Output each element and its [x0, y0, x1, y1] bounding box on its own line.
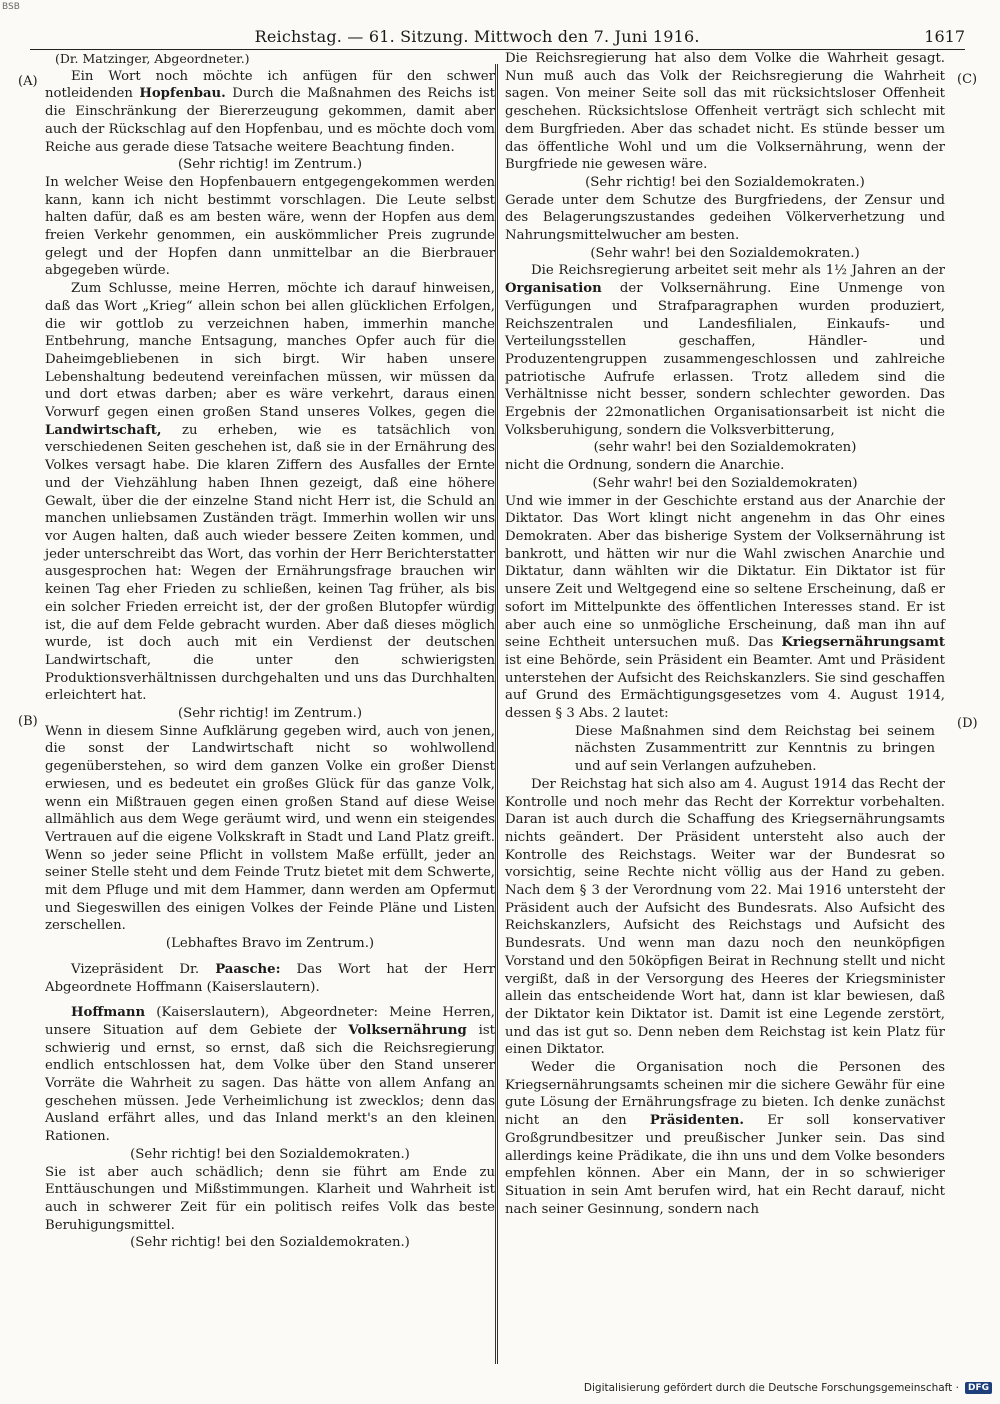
paragraph: Sie ist aber auch schädlich; denn sie führt am Ende zu Enttäuschungen und Mißstimmungen. Klarheit und Wahrheit ist auch in schwerer Zeit für ein politisch reifes Volk das beste Beruhigungsmittel. — [45, 1164, 495, 1233]
paragraph: Die Reichsregierung hat also dem Volke die Wahrheit gesagt. Nun muß auch das Volk der Reichsregierung die Wahrheit sagen. Von meiner Seite soll das mit rücksichtsloser Offenheit geschehen. Rücksichtslose Offenheit verträgt sich schlecht mit dem Burgfrieden. Aber das schadet nicht. Es stünde besser um das öffentliche Wohl und um die Volksernährung, wenn der Burgfriede nie gewesen wäre. — [505, 51, 945, 173]
paragraph: nicht die Ordnung, sondern die Anarchie. — [505, 458, 785, 474]
interjection: (Lebhaftes Bravo im Zentrum.) — [165, 936, 375, 952]
emphasis-term: Organisation — [505, 281, 602, 297]
paragraph: Und wie immer in der Geschichte erstand aus der Anarchie der Diktator. Das Wort klingt nicht angenehm in das Ohr eines Demokraten. Aber das bisherige System der Volksernährung ist bankrott, und hätten wir nur die Wahl zwischen Anarchie und Diktatur, dann wählten wir die Diktatur. Ein Diktator ist für unsere Zeit und Weltgegend eine so seltene Erscheinung, daß er sofort im Mittelpunkte des öffentlichen Interesses stand. Er ist aber auch eine so unmögliche Erscheinung, daß man ihn auf seine Echtheit untersuchen muß. Das Kriegsernährungsamt ist eine Behörde, sein Präsident ein Beamter. Amt und Präsident unterstehen der Aufsicht des Reichskanzlers. Sie sind geschaffen auf Grund des Ermächtigungsgesetzes vom 4. August 1914, dessen § 3 Abs. 2 lautet: — [505, 493, 945, 722]
paragraph: Der Reichstag hat sich also am 4. August 1914 das Recht der Kontrolle und noch mehr das Recht der Korrektur vorbehalten. Daran ist auch durch die Schaffung des Kriegsernährungsamts nichts geändert. Der Präsident untersteht also auch der Kontrolle des Reichstags. Weiter war der Bundesrat so vorsichtig, seine Rechte nicht völlig aus der Hand zu geben. Nach dem § 3 der Verordnung vom 22. Mai 1916 untersteht der Präsident auch der Aufsicht des Bundesrats. Also Aufsicht des Reichskanzlers, Aufsicht des Reichstags und Aufsicht des Bundesrats. Und wenn man dazu noch den neunköpfigen Vorstand und den 50köpfigen Beirat in Rechnung stellt und nicht vergißt, daß in der Versorgung des Heeres der Kriegsminister allein das entscheidende Wort hat, dann ist klar bewiesen, daß der Diktator kein Diktator ist. Damit ist eine Legende zerstört, und das ist gut so. Denn neben dem Reichstag ist kein Platz für einen Diktator. — [505, 776, 945, 1058]
interjection: (Sehr richtig! bei den Sozialdemokraten.) — [585, 174, 865, 190]
paragraph: Die Reichsregierung arbeitet seit mehr als 1½ Jahren an der Organisation der Volksernährung. Eine Unmenge von Verfügungen und Strafparagraphen wurden produziert, Reichszentralen und Landesfilialen, Einkaufs- und Verteilungsstellen geschaffen, Händler- und Produzentengruppen zusammengeschlossen und zahlreiche patriotische Aufrufe erlassen. Trotz alledem sind die Verhältnisse nicht besser, sondern schlechter geworden. Das Ergebnis der 22monatlichen Organisationsarbeit ist nicht die Volksberuhigung, sondern die Volksverbitterung, — [505, 263, 945, 438]
digitization-footer — [584, 1382, 992, 1394]
paragraph: Weder die Organisation noch die Personen des Kriegsernährungsamts scheinen mir die sichere Gewähr für eine gute Lösung der Ernährungsfrage zu bieten. Ich denke zunächst nicht an den Präsidenten. Er soll konservativer Großgrundbesitzer und preußischer Junker sein. Das sind allerdings keine Prädikate, die ihn uns und dem Volke besonders empfehlen können. Aber ein Mann, der in so schwieriger Situation in sein Amt berufen wird, hat ein Recht darauf, nicht nach seiner Gesinnung, sondern nach — [505, 1060, 945, 1217]
interjection: (Sehr richtig! bei den Sozialdemokraten.) — [130, 1146, 410, 1162]
speaker-name: Hoffmann — [71, 1005, 146, 1021]
emphasis-term: Präsidenten. — [649, 1113, 745, 1129]
library-stamp: BSB — [2, 2, 20, 12]
interjection: (Sehr richtig! im Zentrum.) — [177, 157, 362, 173]
right-column — [505, 50, 945, 1218]
speaker-name: Paasche: — [215, 961, 281, 977]
margin-marker-c: (C) — [957, 72, 978, 87]
page-header — [30, 18, 965, 50]
margin-marker-a: (A) — [18, 74, 38, 89]
interjection: (Sehr richtig! im Zentrum.) — [177, 706, 362, 722]
speaker-continuation: (Dr. Matzinger, Abgeordneter.) — [55, 51, 250, 66]
paragraph: Zum Schlusse, meine Herren, möchte ich darauf hinweisen, daß das Wort „Krieg“ allein schon bei allen glücklichen Erfolgen, die wir gottlob zu verzeichnen haben, immerhin manche Entbehrung, manche Entsagung, manches Opfer auch für die Daheimgebliebenen in sich birgt. Wir haben unsere Lebenshaltung bedeutend vereinfachen müssen, wir müssen da und dort etwas darben; aber es wäre verkehrt, daraus einen Vorwurf gegen einen großen Stand unseres Volkes, gegen die Landwirtschaft, zu erheben, wie es tatsächlich von verschiedenen Seiten geschehen ist, daß sie in der Ernährung des Volkes versagt habe. Die klaren Ziffern des Ausfalles der Ernte und der Viehzählung haben Ihnen gezeigt, daß eine höhere Gewalt, über die der einzelne Stand nicht Herr ist, die Schuld an manchen unliebsamen Zuständen trägt. Immerhin wollen wir uns vor Augen halten, daß auch wieder bessere Zeiten kommen, und jeder unterschreibt das Wort, das vorhin der Herr Berichterstatter ausgesprochen hat: Wegen der Ernährungsfrage brauchen wir keinen Tag eher Frieden zu schließen, keinen Tag früher, als bis ein solcher Frieden erreicht ist, der der großen Blutopfer würdig ist, die auf dem Felde gebracht wurden. Aber daß dieses möglich wurde, ist doch auch mit ein Verdienst der deutschen Landwirtschaft, die unter den schwierigsten Produktionsverhältnissen durchgehalten und uns das Durchhalten erleichtert hat. — [45, 281, 495, 704]
law-quote: Diese Maßnahmen sind dem Reichstag bei seinem nächsten Zusammentritt zur Kenntnis zu bringen und auf sein Verlangen aufzuheben. — [575, 723, 935, 775]
margin-marker-d: (D) — [957, 716, 978, 731]
header-title: Reichstag. — 61. Sitzung. Mittwoch den 7. Juni 1916. — [254, 27, 700, 46]
footer-text: Digitalisierung gefördert durch die Deutsche Forschungsgemeinschaft · — [583, 1382, 959, 1394]
paragraph: Gerade unter dem Schutze des Burgfriedens, der Zensur und des Belagerungszustandes gedeihen Völkerverhetzung und Nahrungsmittelwucher am besten. — [505, 192, 945, 244]
paragraph: In welcher Weise den Hopfenbauern entgegengekommen werden kann, kann ich nicht bestimmt vorschlagen. Die Leute selbst halten dafür, daß es am besten wäre, wenn der Hopfen aus dem freien Verkehr genommen, ein auskömmlicher Preis zugrunde gelegt und der Hopfen dann unmittelbar an die Bierbrauer abgegeben würde. — [45, 174, 495, 279]
interjection: (sehr wahr! bei den Sozialdemokraten) — [593, 440, 857, 456]
emphasis-term: Kriegsernährungsamt — [781, 635, 945, 651]
interjection: (Sehr richtig! bei den Sozialdemokraten.) — [130, 1235, 410, 1251]
paragraph: Ein Wort noch möchte ich anfügen für den schwer notleidenden Hopfenbau. Durch die Maßnahmen des Reichs ist die Einschränkung der Biererzeugung gekommen, damit aber auch der Rückschlag auf den Hopfenbau, und es möchte doch vom Reiche aus gerade diese Tatsache weitere Beachtung finden. — [45, 68, 495, 155]
emphasis-term: Landwirtschaft, — [45, 422, 162, 438]
emphasis-term: Hopfenbau. — [139, 86, 226, 102]
interjection: (Sehr wahr! bei den Sozialdemokraten.) — [590, 245, 860, 261]
paragraph: Vizepräsident Dr. Paasche: Das Wort hat der Herr Abgeordnete Hoffmann (Kaiserslautern). — [45, 961, 496, 995]
left-column — [45, 50, 495, 1252]
paragraph: Hoffmann (Kaiserslautern), Abgeordneter: Meine Herren, unsere Situation auf dem Gebiete der Volksernährung ist schwierig und ernst, so ernst, daß sich die Reichsregierung endlich entschlossen hat, dem Volke über den Stand unserer Vorräte die Wahrheit zu sagen. Das hätte von allem Anfang an geschehen müssen. Jede Verheimlichung ist zwecklos; denn das Ausland erfährt alles, und das Inland merkt's an den kleinen Rationen. — [45, 1005, 495, 1145]
interjection: (Sehr wahr! bei den Sozialdemokraten) — [592, 475, 858, 491]
margin-marker-b: (B) — [18, 714, 38, 729]
column-divider — [495, 64, 498, 1364]
dfg-logo-icon: DFG — [965, 1382, 992, 1394]
paragraph: Wenn in diesem Sinne Aufklärung gegeben wird, auch von jenen, die sonst der Landwirtschaft nicht so wohlwollend gegenüberstehen, so wird dem ganzen Volke ein großer Dienst erwiesen, und es bedeutet ein großes Glück für das ganze Volk, wenn ein Mißtrauen gegen einen großen Stand auf diese Weise allmählich aus dem Wege geräumt wird, und wenn ein steigendes Vertrauen auf die eigene Volkskraft in Stadt und Land Platz greift. Wenn so jeder seine Pflicht in vollstem Maße erfüllt, jeder an seiner Stelle steht und dem Feinde Trutz bietet mit dem Schwerte, mit dem Pfluge und mit dem Hammer, dann werden am Opfermut und Siegeswillen des einigen Volkes der Feinde Pläne und Listen zerschellen. — [45, 723, 495, 934]
page-number: 1617 — [924, 27, 965, 46]
emphasis-term: Volksernährung — [348, 1022, 467, 1038]
